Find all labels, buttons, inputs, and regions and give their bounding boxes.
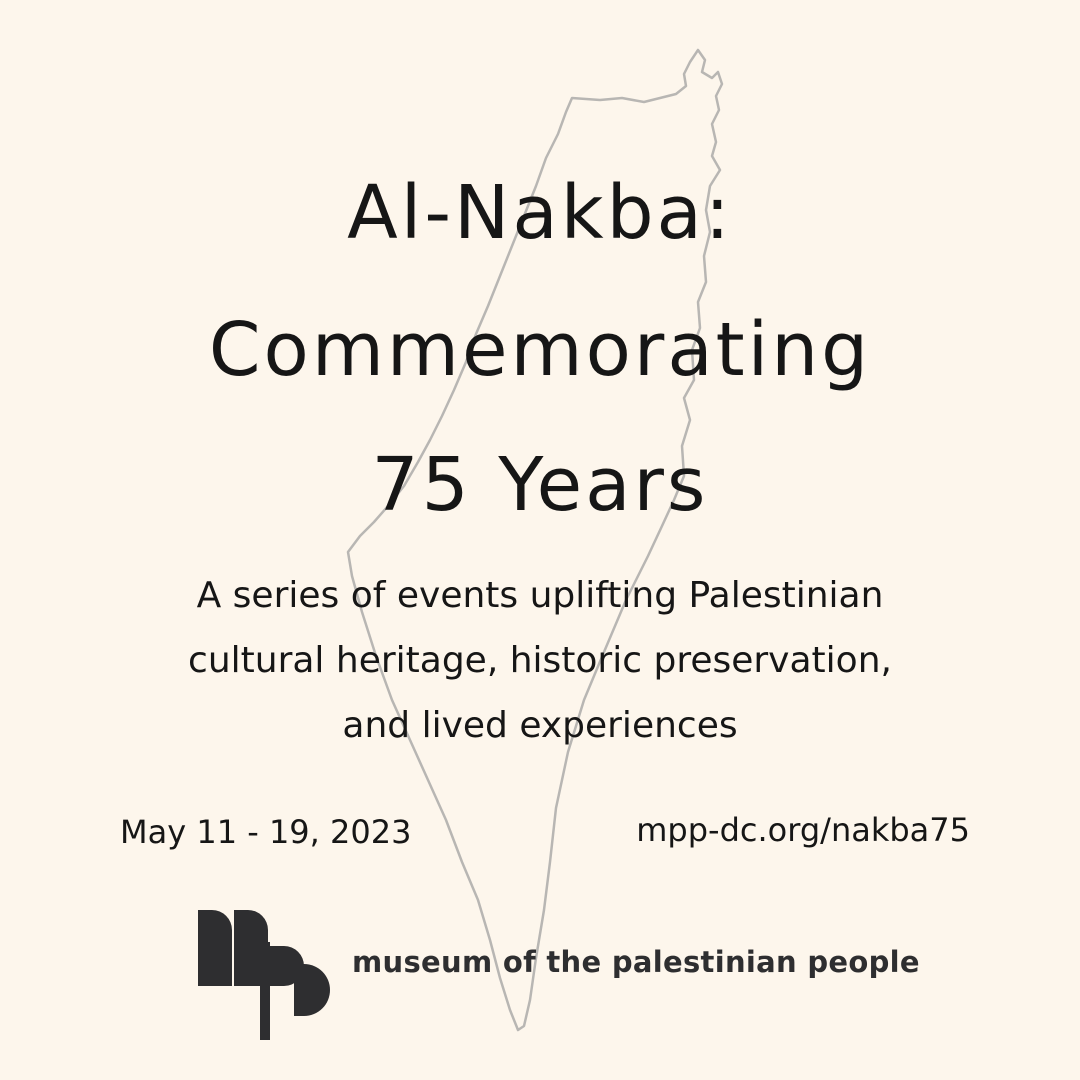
title-line-2: Commemorating	[208, 307, 872, 393]
logo-m-left-arch	[198, 910, 232, 986]
title-line-1: Al-Nakba:	[347, 170, 733, 256]
mpp-logo-icon	[198, 910, 330, 1040]
subtitle-line-1: A series of events uplifting Palestinian	[196, 575, 884, 616]
subtitle-line-2: cultural heritage, historic preservation,	[188, 640, 892, 681]
subtitle-line-3: and lived experiences	[342, 705, 738, 746]
event-dates: May 11 - 19, 2023	[120, 813, 412, 851]
title-line-3: 75 Years	[371, 442, 709, 528]
organization-name: museum of the palestinian people	[352, 945, 920, 979]
logo-p-bowl-2	[294, 964, 330, 1016]
event-url[interactable]: mpp-dc.org/nakba75	[636, 811, 970, 849]
